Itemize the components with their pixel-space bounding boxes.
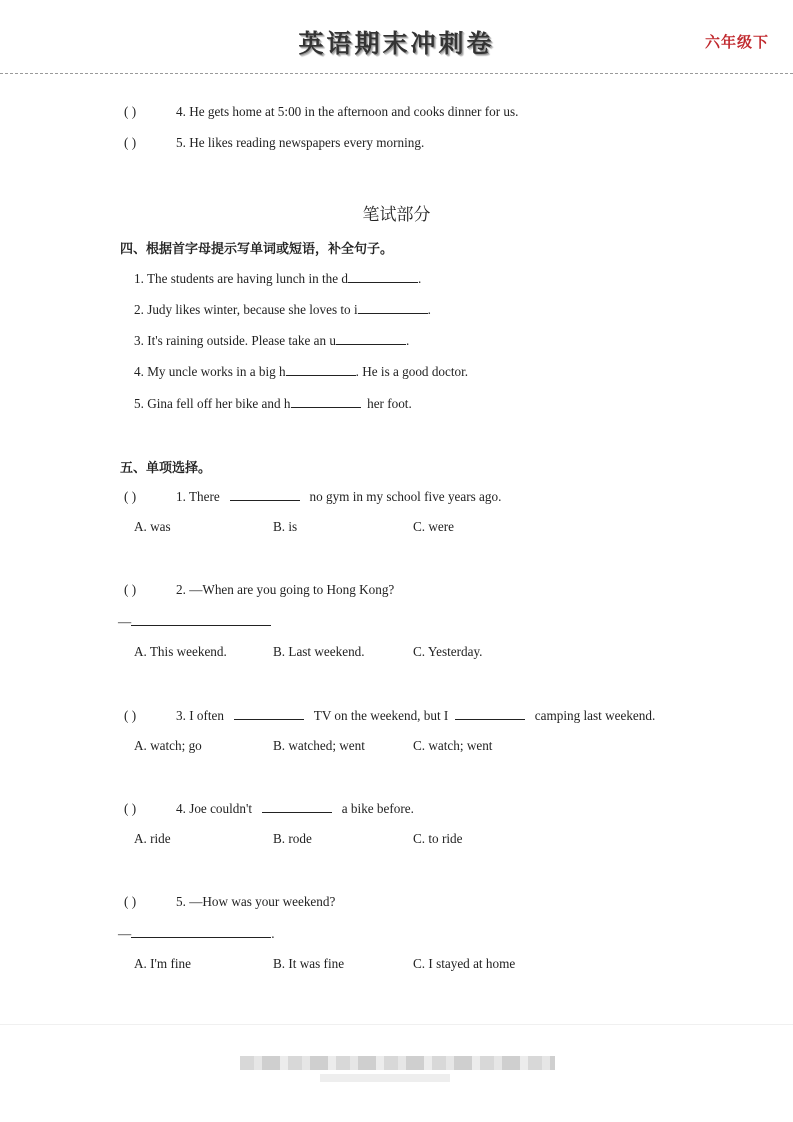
option-a[interactable]: A. This weekend. [134, 644, 227, 659]
answer-paren[interactable]: ( ) [124, 801, 137, 816]
written-section-title: 笔试部分 [362, 205, 431, 225]
fill-item [134, 301, 431, 318]
question-text: 5. —How was your weekend? [176, 894, 336, 909]
section-4-heading: 四、根据首字母提示写单词或短语，补全句子。 [120, 242, 394, 257]
section-5-heading: 五、单项选择。 [120, 461, 212, 476]
item-text: 2. Judy likes winter, because she loves to i [134, 302, 358, 317]
item-text: 1. The students are having lunch in the d [134, 271, 349, 286]
question-text: 3. I often [176, 708, 224, 723]
option-c[interactable]: C. were [413, 519, 455, 534]
fill-item [134, 363, 468, 380]
answer-blank[interactable] [131, 925, 271, 938]
question-text: TV on the weekend, but I [313, 708, 449, 723]
answer-blank[interactable] [291, 395, 361, 408]
option-b[interactable]: B. It was fine [273, 956, 345, 971]
question-row [124, 488, 501, 505]
footer-watermark-sub [320, 1074, 450, 1082]
option-c[interactable]: C. to ride [413, 831, 463, 846]
option-c[interactable]: C. Yesterday. [413, 644, 483, 659]
option-c[interactable]: C. watch; went [413, 738, 493, 753]
answer-blank[interactable] [455, 707, 525, 720]
answer-blank[interactable] [286, 363, 356, 376]
item-text-after: . [418, 271, 422, 286]
answer-line [118, 925, 274, 942]
item-text: 4. My uncle works in a big h [134, 364, 286, 379]
answer-paren[interactable]: ( ) [124, 489, 137, 504]
answer-paren[interactable]: ( ) [124, 104, 137, 119]
dash: — [118, 926, 132, 941]
option-b[interactable]: B. watched; went [273, 738, 365, 753]
header-divider [0, 73, 793, 74]
item-text: 3. It's raining outside. Please take an u [134, 333, 336, 348]
answer-paren[interactable]: ( ) [124, 582, 137, 597]
answer-blank[interactable] [131, 613, 271, 626]
fill-item [134, 395, 412, 412]
footer-divider [0, 1024, 793, 1025]
item-text: 5. Gina fell off her bike and h [134, 396, 291, 411]
question-row [124, 135, 424, 151]
option-a[interactable]: A. ride [134, 831, 171, 846]
answer-blank[interactable] [336, 332, 406, 345]
answer-blank[interactable] [262, 800, 332, 813]
option-a[interactable]: A. was [134, 519, 171, 534]
answer-paren[interactable]: ( ) [124, 135, 137, 150]
fill-item [134, 332, 409, 349]
option-b[interactable]: B. Last weekend. [273, 644, 365, 659]
item-text-after: . He is a good doctor. [355, 364, 469, 379]
question-row [124, 894, 335, 910]
option-a[interactable]: A. I'm fine [134, 956, 191, 971]
question-text: 1. There [176, 489, 220, 504]
footer-watermark [240, 1056, 555, 1070]
question-text: 2. —When are you going to Hong Kong? [176, 582, 395, 597]
question-text: a bike before. [341, 801, 414, 816]
question-row [124, 800, 414, 817]
question-text: 4. He gets home at 5:00 in the afternoon and cooks dinner for us. [176, 104, 519, 119]
question-text: 5. He likes reading newspapers every morning. [176, 135, 425, 150]
answer-blank[interactable] [234, 707, 304, 720]
option-c[interactable]: C. I stayed at home [413, 956, 516, 971]
question-row [124, 707, 655, 724]
question-text: no gym in my school five years ago. [309, 489, 502, 504]
fill-item [134, 270, 421, 287]
answer-blank[interactable] [358, 301, 428, 314]
grade-label: 六年级下 [704, 33, 769, 51]
answer-paren[interactable]: ( ) [124, 894, 137, 909]
item-text-after: . [427, 302, 431, 317]
item-text-after: . [405, 333, 410, 348]
dash: — [118, 614, 132, 629]
answer-blank[interactable] [230, 488, 300, 501]
item-text-after: her foot. [367, 396, 412, 411]
question-row [124, 104, 518, 120]
option-b[interactable]: B. is [273, 519, 298, 534]
answer-paren[interactable]: ( ) [124, 708, 137, 723]
answer-line [118, 613, 271, 630]
question-row [124, 582, 394, 598]
page-title: 英语期末冲刺卷 [298, 29, 495, 58]
option-a[interactable]: A. watch; go [134, 738, 202, 753]
question-text: camping last weekend. [534, 708, 656, 723]
end-mark: . [271, 926, 275, 941]
option-b[interactable]: B. rode [273, 831, 312, 846]
question-text: 4. Joe couldn't [176, 801, 252, 816]
answer-blank[interactable] [348, 270, 418, 283]
